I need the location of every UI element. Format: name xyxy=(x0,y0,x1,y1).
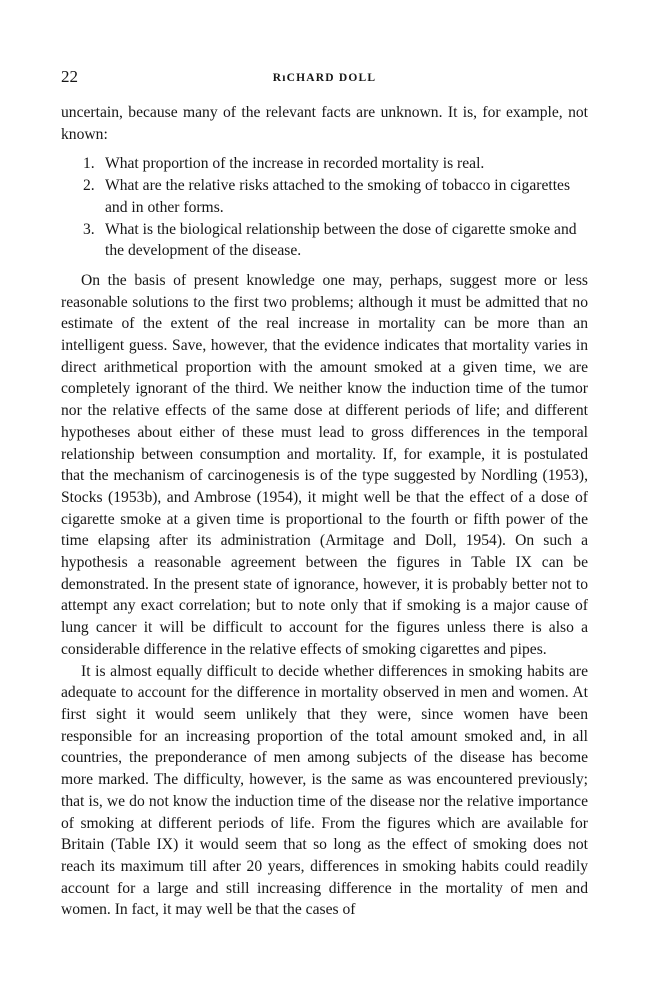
running-head-author: RıCHARD DOLL xyxy=(272,72,377,84)
list-item-text: What proportion of the increase in recorded mortality is real. xyxy=(105,155,485,173)
list-item xyxy=(61,175,588,218)
body-paragraph: It is almost equally difficult to decide whether differences in smoking habits are adequate to account for the difference in mortality observed in men and women. At first sight it would seem unlikely that they were, since women have been responsible for an increasing proportion of the total amount smoked and, in all countries, the preponderance of men among subjects of the disease has become more marked. The difficulty, however, is the same as was encountered previously; that is, we do not know the induction time of the disease nor the relative importance of smoking at different periods of life. From the figures which are available for Britain (Table IX) it would seem that so long as the effect of smoking does not reach its maximum till after 20 years, differences in smoking habits could readily account for a large and still increasing difference in the mortality of men and women. In fact, it may well be that the cases of xyxy=(61,662,588,919)
list-item-text: What is the biological relationship between the dose of cigarette smoke and the development of the disease. xyxy=(105,220,577,260)
list-item xyxy=(61,153,588,175)
list-item xyxy=(61,219,588,262)
list-item-number: 2. xyxy=(83,177,95,195)
list-item-number: 1. xyxy=(83,155,95,173)
intro-paragraph: uncertain, because many of the relevant facts are unknown. It is, for example, not known: xyxy=(61,104,588,143)
numbered-list xyxy=(61,153,588,262)
book-page xyxy=(61,66,588,921)
page-number: 22 xyxy=(61,67,78,86)
spacer xyxy=(61,145,588,153)
body-paragraph: On the basis of present knowledge one may, perhaps, suggest more or less reasonable solutions to the first two problems; although it must be admitted that no estimate of the extent of the real increase in mortality can be more than an intelligent guess. Save, however, that the evidence indicates that mortality varies in direct arithmetical proportion with the amount smoked at a given time, we are completely ignorant of the third. We neither know the induction time of the tumor nor the relative effects of the same dose at different periods of life; and different hypotheses about either of these must lead to gross differences in the temporal relationship between consumption and mortality. If, for example, it is postulated that the mechanism of carcinogenesis is of the type suggested by Nordling (1953), Stocks (1953b), and Ambrose (1954), it might well be that the effect of a dose of cigarette smoke at a given time is proportional to the fourth or fifth power of the time elapsing after its administration (Armitage and Doll, 1954). On such a hypothesis a reasonable agreement between the figures in Table IX can be demonstrated. In the present state of ignorance, however, it is probably better not to attempt any exact correlation; but to note only that if smoking is a major cause of lung cancer it will be difficult to account for the figures unless there is also a considerable difference in the relative effects of smoking cigarettes and pipes. xyxy=(61,271,588,658)
spacer xyxy=(61,262,588,270)
running-head xyxy=(61,66,588,88)
list-item-number: 3. xyxy=(83,220,95,238)
list-item-text: What are the relative risks attached to the smoking of tobacco in cigarettes and in other forms. xyxy=(105,177,571,216)
